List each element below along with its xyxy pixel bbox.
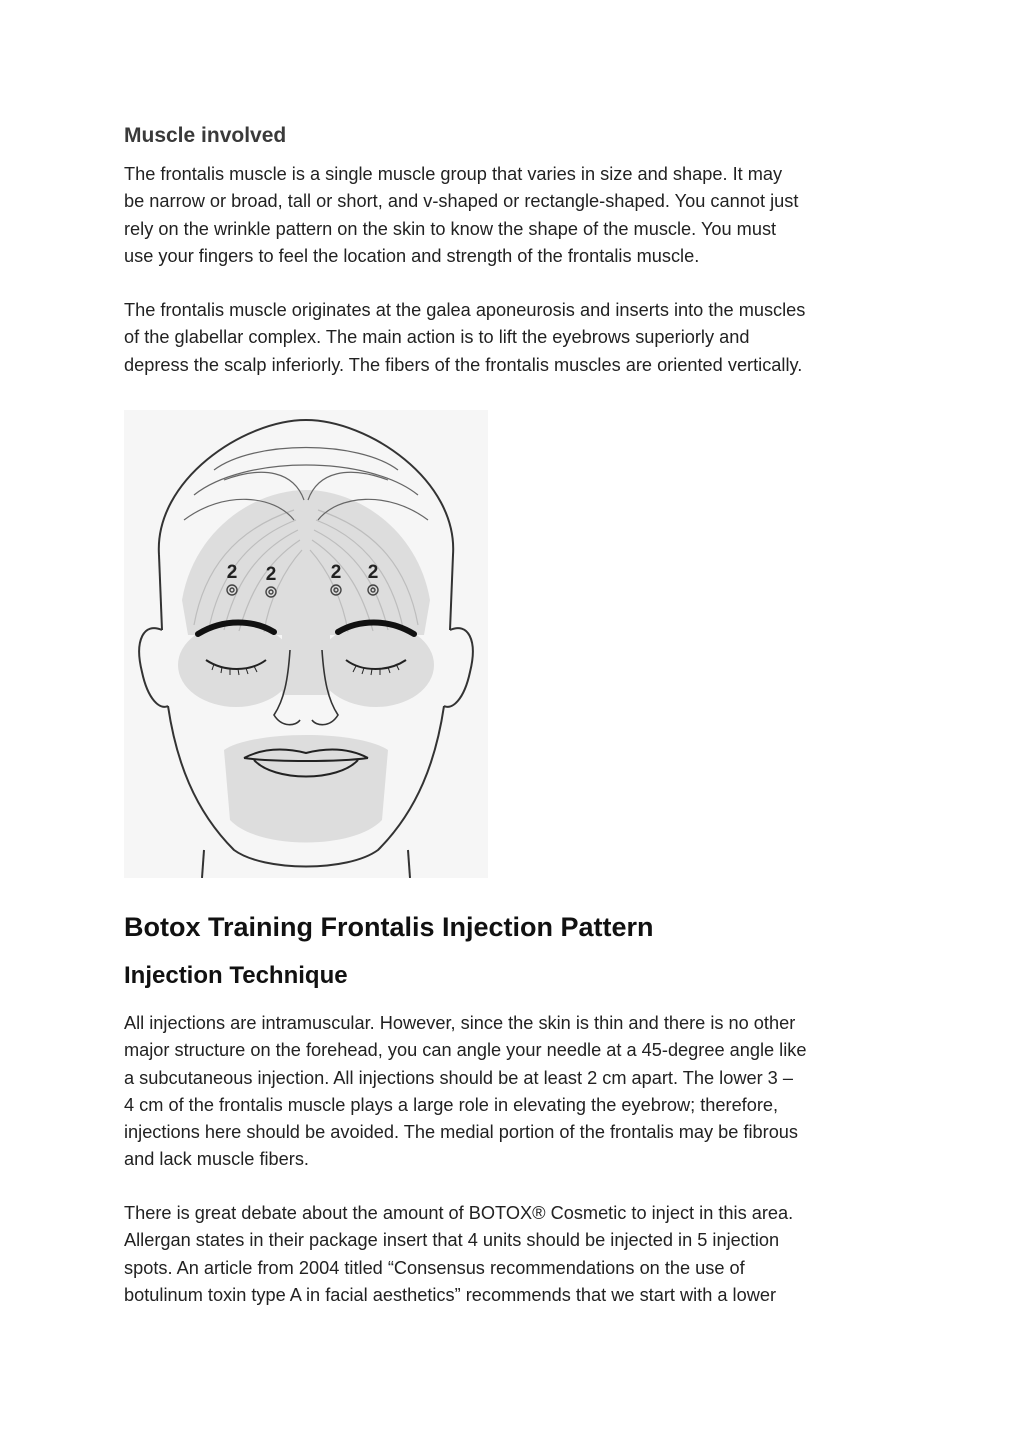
injection-label: 2	[330, 562, 342, 583]
text-line: spots. An article from 2004 titled “Consensus recommendations on the use of	[124, 1257, 745, 1278]
text-line: All injections are intramuscular. However, since the skin is thin and there is no other	[124, 1013, 796, 1033]
text-line: injections here should be avoided. The medial portion of the frontalis may be fibrous	[124, 1122, 799, 1143]
text-line: The frontalis muscle is a single muscle group that varies in size and shape. It may	[124, 164, 783, 184]
text-line: a subcutaneous injection. All injections should be at least 2 cm apart. The lower 3 –	[124, 1067, 793, 1088]
text-line: major structure on the forehead, you can angle your needle at a 45-degree angle like	[124, 1040, 807, 1061]
text-line: be narrow or broad, tall or short, and v-shaped or rectangle-shaped. You cannot just	[124, 191, 799, 212]
paragraph-muscle-origin	[124, 297, 914, 379]
text-line: botulinum toxin type A in facial aesthetics” recommends that we start with a lower	[124, 1284, 777, 1305]
text-line: The frontalis muscle originates at the galea aponeurosis and inserts into the muscles	[124, 300, 806, 320]
injection-label: 2	[226, 562, 238, 583]
text-line: 4 cm of the frontalis muscle plays a large role in elevating the eyebrow; therefore,	[124, 1094, 779, 1115]
face-injection-diagram	[124, 410, 488, 878]
section-subtitle-injection-technique: Injection Technique	[124, 962, 348, 989]
text-line: depress the scalp inferiorly. The fibers of the frontalis muscles are oriented vertically.	[124, 354, 803, 375]
section-heading-muscle-involved: Muscle involved	[124, 124, 287, 147]
text-line: use your fingers to feel the location and strength of the frontalis muscle.	[124, 245, 700, 266]
text-line: of the glabellar complex. The main action is to lift the eyebrows superiorly and	[124, 327, 750, 348]
text-line: and lack muscle fibers.	[124, 1149, 309, 1170]
paragraph-injection-technique	[124, 1010, 914, 1174]
paragraph-botox-dosage	[124, 1200, 914, 1309]
injection-label: 2	[265, 564, 277, 585]
text-line: Allergan states in their package insert that 4 units should be injected in 5 injection	[124, 1230, 780, 1251]
injection-label: 2	[367, 562, 379, 583]
text-line: rely on the wrinkle pattern on the skin to know the shape of the muscle. You must	[124, 218, 777, 239]
text-line: There is great debate about the amount of BOTOX® Cosmetic to inject in this area.	[124, 1203, 794, 1223]
section-title-injection-pattern: Botox Training Frontalis Injection Pattern	[124, 912, 654, 942]
paragraph-muscle-description	[124, 161, 914, 270]
